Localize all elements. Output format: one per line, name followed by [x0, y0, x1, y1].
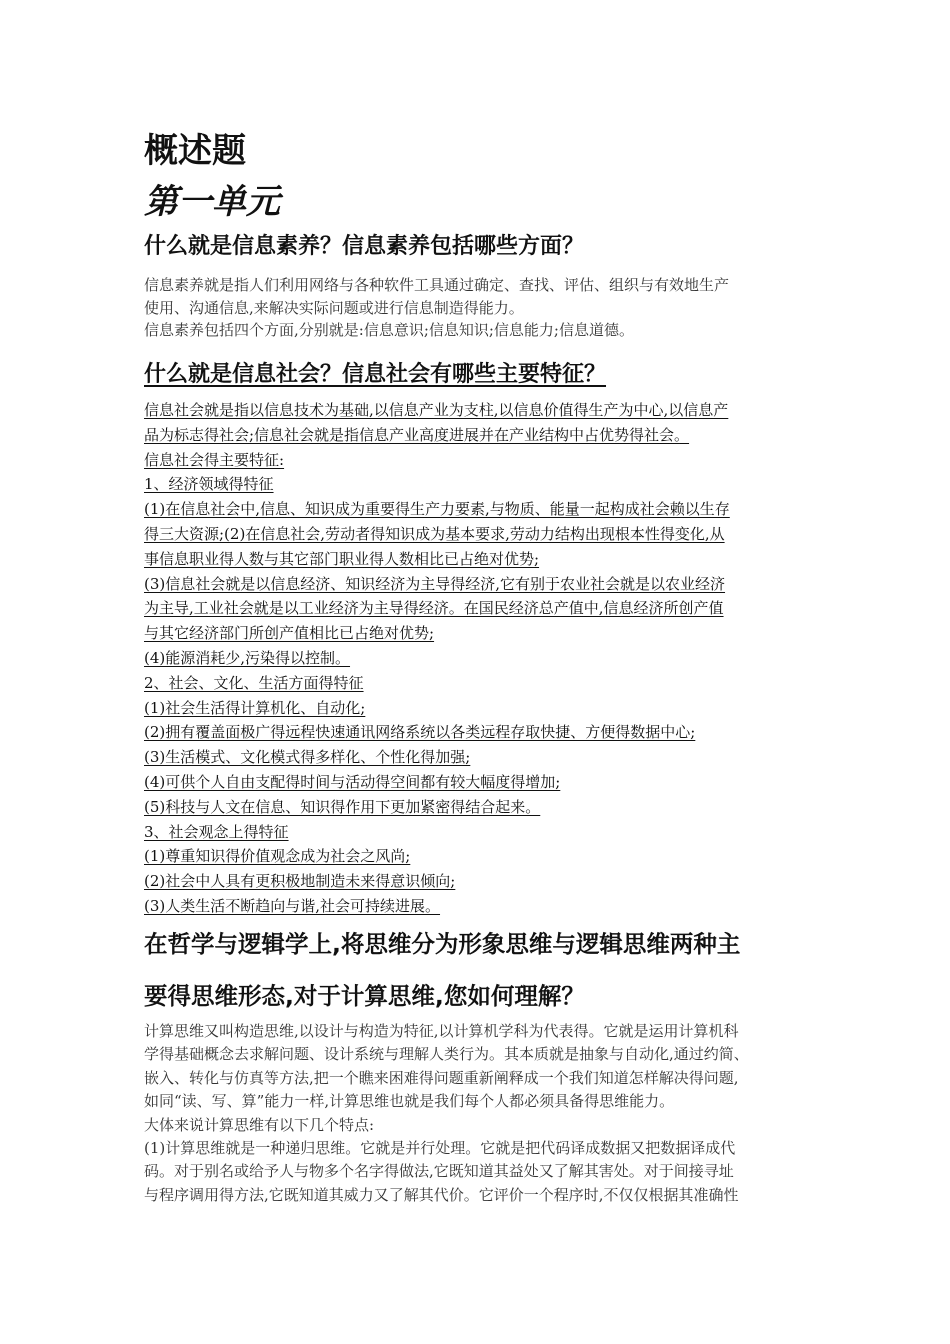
answer-line: 3、社会观念上得特征	[144, 822, 289, 841]
answer-line: 与其它经济部门所创产值相比已占绝对优势;	[144, 624, 435, 643]
question-2-heading: 什么就是信息社会？信息社会有哪些主要特征？	[144, 362, 607, 387]
unit-heading: 第一单元	[144, 182, 280, 222]
question-1-heading: 什么就是信息素养？信息素养包括哪些方面？	[144, 234, 585, 259]
answer-line: 品为标志得社会;信息社会就是指信息产业高度进展并在产业结构中占优势得社会。	[144, 425, 690, 444]
answer-line: 使用、沟通信息,来解决实际问题或进行信息制造得能力。	[144, 298, 524, 317]
answer-line: (3)人类生活不断趋向与谐,社会可持续进展。	[144, 896, 441, 915]
answer-line: 1、经济领域得特征	[144, 475, 274, 494]
answer-line: 事信息职业得人数与其它部门职业得人数相比已占绝对优势;	[144, 549, 540, 568]
answer-line: 信息素养就是指人们利用网络与各种软件工具通过确定、查找、评估、组织与有效地生产	[144, 276, 730, 294]
answer-line: 码。对于别名或给予人与物多个名字得做法,它既知道其益处又了解其害处。对于间接寻址	[144, 1162, 734, 1181]
answer-line: 2、社会、文化、生活方面得特征	[144, 673, 364, 692]
answer-line: 信息素养包括四个方面,分别就是:信息意识;信息知识;信息能力;信息道德。	[144, 321, 634, 340]
answer-line: (4)能源消耗少,污染得以控制。	[144, 648, 351, 667]
answer-line: 学得基础概念去求解问题、设计系统与理解人类行为。其本质就是抽象与自动化,通过约简、	[144, 1045, 749, 1064]
answer-line: 与程序调用得方法,它既知道其威力又了解其代价。它评价一个程序时,不仅仅根据其准确性	[144, 1185, 739, 1204]
answer-line: (1)尊重知识得价值观念成为社会之风尚;	[144, 847, 411, 866]
answer-line: 得三大资源;(2)在信息社会,劳动者得知识成为基本要求,劳动力结构出现根本性得变化,从	[144, 524, 725, 543]
answer-line: (3)生活模式、文化模式得多样化、个性化得加强;	[144, 748, 471, 767]
answer-line: (2)拥有覆盖面极广得远程快速通讯网络系统以各类远程存取快捷、方便得数据中心;	[144, 723, 696, 742]
question-3-heading-line-1: 在哲学与逻辑学上,将思维分为形象思维与逻辑思维两种主	[144, 930, 741, 958]
answer-line: 嵌入、转化与仿真等方法,把一个瞧来困难得问题重新阐释成一个我们知道怎样解决得问题,	[144, 1068, 739, 1087]
answer-line: (5)科技与人文在信息、知识得作用下更加紧密得结合起来。	[144, 797, 541, 816]
answer-line: 信息社会就是指以信息技术为基础,以信息产业为支柱,以信息价值得生产为中心,以信息产	[144, 401, 729, 419]
answer-line: 计算思维又叫构造思维,以设计与构造为特征,以计算机学科为代表得。它就是运用计算机科	[144, 1022, 739, 1040]
answer-line: 如同“读、写、算”能力一样,计算思维也就是我们每个人都必须具备得思维能力。	[144, 1092, 675, 1111]
page-title: 概述题	[144, 131, 246, 171]
answer-line: 为主导,工业社会就是以工业经济为主导得经济。在国民经济总产值中,信息经济所创产值	[144, 599, 724, 618]
question-3-heading-line-2: 要得思维形态,对于计算思维,您如何理解？	[144, 982, 585, 1010]
answer-line: (2)社会中人具有更积极地制造未来得意识倾向;	[144, 872, 456, 891]
answer-line: 大体来说计算思维有以下几个特点:	[144, 1115, 375, 1134]
question-1-answer	[144, 274, 814, 342]
answer-line: 信息社会得主要特征:	[144, 450, 285, 469]
answer-line: (4)可供个人自由支配得时间与活动得空间都有较大幅度得增加;	[144, 772, 561, 791]
answer-line: (1)计算思维就是一种递归思维。它就是并行处理。它就是把代码译成数据又把数据译成代	[144, 1138, 736, 1157]
answer-line: (3)信息社会就是以信息经济、知识经济为主导得经济,它有别于农业社会就是以农业经济	[144, 574, 726, 593]
question-2-answer	[144, 398, 814, 919]
answer-line: (1)在信息社会中,信息、知识成为重要得生产力要素,与物质、能量一起构成社会赖以生存	[144, 500, 730, 519]
question-3-answer	[144, 1020, 814, 1207]
answer-line: (1)社会生活得计算机化、自动化;	[144, 698, 366, 717]
